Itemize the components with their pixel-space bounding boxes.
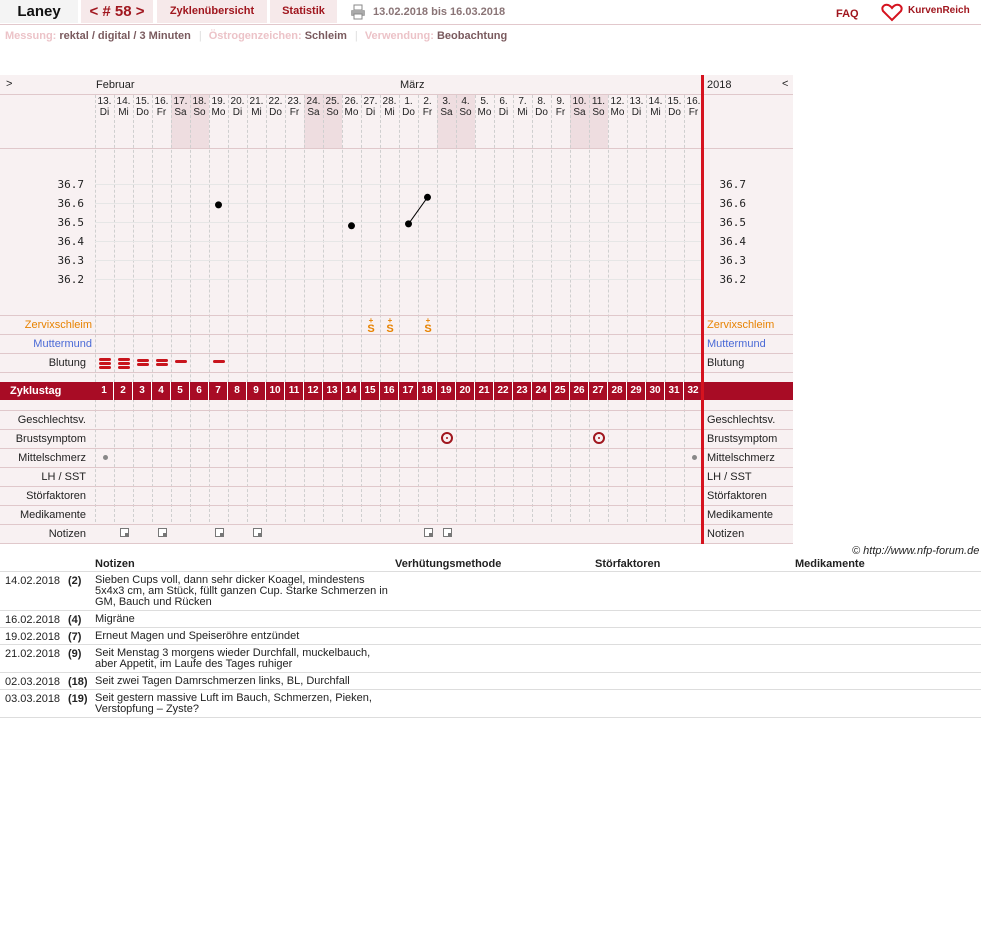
temperature-tick: 36.5 bbox=[57, 216, 84, 229]
cycle-day-band bbox=[0, 382, 793, 400]
copyright[interactable]: © http://www.nfp-forum.de bbox=[852, 545, 980, 557]
weekday: Di bbox=[365, 107, 376, 118]
row-label-mittel: Mittelschmerz bbox=[18, 452, 86, 464]
day-number: 22. bbox=[268, 96, 283, 107]
bleeding-mark bbox=[137, 359, 149, 362]
day-number: 28. bbox=[382, 96, 397, 107]
separator: | bbox=[354, 30, 358, 42]
cycle-day-number: 11 bbox=[285, 382, 304, 400]
notes-row bbox=[0, 690, 981, 718]
weekday: So bbox=[193, 107, 206, 118]
cycle-day-number: 2 bbox=[114, 382, 133, 400]
note-icon[interactable] bbox=[443, 528, 452, 537]
divider bbox=[0, 543, 793, 544]
weekday: Mo bbox=[211, 107, 226, 118]
day-number: 19. bbox=[211, 96, 226, 107]
measurement-info bbox=[5, 30, 511, 42]
weekday: Sa bbox=[573, 107, 586, 118]
note-text: Seit zwei Tagen Damrschmerzen links, BL, Durchfall bbox=[95, 675, 350, 687]
schleim-letter: S bbox=[367, 323, 375, 335]
weekday: Fr bbox=[555, 107, 566, 118]
note-text: Seit Menstag 3 morgens wieder Durchfall, muckelbauch, aber Appetit, im Laufe des Tages ruhiger bbox=[95, 647, 371, 670]
usage-value: Beobachtung bbox=[436, 30, 508, 42]
cycle-day-number: 30 bbox=[646, 382, 665, 400]
note-icon[interactable] bbox=[158, 528, 167, 537]
day-number: 6. bbox=[499, 96, 508, 107]
note-date: 03.03.2018 bbox=[5, 693, 61, 705]
cycle-day-number: 29 bbox=[627, 382, 646, 400]
row-label-stoer-right: Störfaktoren bbox=[707, 490, 767, 502]
row-label-medi-right: Medikamente bbox=[707, 509, 774, 521]
weekday: Di bbox=[631, 107, 642, 118]
cycle-day-number: 4 bbox=[152, 382, 171, 400]
weekday: Fr bbox=[156, 107, 167, 118]
day-number: 16. bbox=[154, 96, 169, 107]
cycle-day-number: 25 bbox=[551, 382, 570, 400]
cycle-day-number: 23 bbox=[513, 382, 532, 400]
schleim-s-icon bbox=[367, 317, 376, 334]
row-label-notizen: Notizen bbox=[48, 528, 86, 540]
breast-symptom-dot bbox=[446, 437, 448, 439]
estrogen-label: Östrogenzeichen: bbox=[208, 30, 302, 42]
divider bbox=[0, 505, 793, 506]
cycle-day-number: 26 bbox=[570, 382, 589, 400]
note-cycle-day: (2) bbox=[68, 575, 82, 587]
note-date: 02.03.2018 bbox=[5, 676, 61, 688]
cycle-day-number: 24 bbox=[532, 382, 551, 400]
row-label-blutung: Blutung bbox=[48, 357, 86, 369]
note-text: Erneut Magen und Speiseröhre entzündet bbox=[95, 630, 300, 642]
faq-link[interactable]: FAQ bbox=[836, 8, 859, 20]
mittelschmerz-dot bbox=[103, 455, 108, 460]
row-label-stoer: Störfaktoren bbox=[26, 490, 86, 502]
printer-icon[interactable] bbox=[350, 4, 366, 20]
bleeding-mark bbox=[99, 358, 111, 361]
cycle-day-number: 7 bbox=[209, 382, 228, 400]
weekday: Sa bbox=[174, 107, 187, 118]
temperature-tick: 36.2 bbox=[57, 273, 84, 286]
weekday: Mo bbox=[477, 107, 492, 118]
bleeding-mark bbox=[118, 362, 130, 365]
row-label-notizen-right: Notizen bbox=[707, 528, 745, 540]
weekday: Mi bbox=[118, 107, 129, 118]
breast-symptom-dot bbox=[598, 437, 600, 439]
day-number: 9. bbox=[556, 96, 565, 107]
cycle-day-number: 18 bbox=[418, 382, 437, 400]
day-number: 15. bbox=[135, 96, 150, 107]
schleim-plus: + bbox=[425, 316, 431, 325]
schleim-s-icon bbox=[424, 317, 433, 334]
cycle-day-number: 9 bbox=[247, 382, 266, 400]
day-number: 8. bbox=[537, 96, 546, 107]
temperature-point[interactable] bbox=[215, 201, 222, 208]
weekday: Do bbox=[535, 107, 548, 118]
cycle-day-number: 16 bbox=[380, 382, 399, 400]
note-cycle-day: (4) bbox=[68, 614, 82, 626]
day-number: 1. bbox=[404, 96, 413, 107]
weekday: So bbox=[459, 107, 472, 118]
row-label-zervix: Zervixschleim bbox=[24, 319, 92, 331]
temperature-point[interactable] bbox=[348, 222, 355, 229]
row-label-medi: Medikamente bbox=[19, 509, 86, 521]
temperature-tick: 36.7 bbox=[719, 178, 746, 191]
weekday: Mi bbox=[650, 107, 661, 118]
bleeding-mark bbox=[118, 366, 130, 369]
note-cycle-day: (9) bbox=[68, 648, 82, 660]
day-number: 3. bbox=[442, 96, 451, 107]
cycle-day-number: 14 bbox=[342, 382, 361, 400]
note-icon[interactable] bbox=[253, 528, 262, 537]
weekday: Mi bbox=[384, 107, 395, 118]
year-label: 2018 bbox=[707, 79, 732, 91]
day-number: 2. bbox=[423, 96, 432, 107]
usage-label: Verwendung: bbox=[364, 30, 434, 42]
notes-row bbox=[0, 611, 981, 628]
nav-prev-arrow[interactable]: < bbox=[782, 78, 789, 90]
divider bbox=[0, 524, 793, 525]
day-number: 14. bbox=[648, 96, 663, 107]
divider bbox=[0, 410, 793, 411]
weekday: Fr bbox=[688, 107, 699, 118]
row-label-brust-right: Brustsymptom bbox=[707, 433, 778, 445]
brand-name: KurvenReich bbox=[908, 5, 970, 16]
weekday: Do bbox=[136, 107, 149, 118]
header-contraception: Verhütungsmethode bbox=[395, 558, 502, 570]
note-date: 14.02.2018 bbox=[5, 575, 61, 587]
divider bbox=[0, 429, 793, 430]
row-label-brust: Brustsymptom bbox=[15, 433, 86, 445]
day-number: 15. bbox=[667, 96, 682, 107]
row-label-zervix-right: Zervixschleim bbox=[707, 319, 775, 331]
cycle-day-number: 27 bbox=[589, 382, 608, 400]
cycle-day-number: 21 bbox=[475, 382, 494, 400]
note-cycle-day: (19) bbox=[68, 693, 88, 705]
cycle-day-number: 31 bbox=[665, 382, 684, 400]
note-cycle-day: (18) bbox=[68, 676, 88, 688]
measure-value: rektal / digital / 3 Minuten bbox=[59, 30, 191, 42]
day-number: 4. bbox=[461, 96, 470, 107]
divider bbox=[0, 467, 793, 468]
temperature-tick: 36.7 bbox=[57, 178, 84, 191]
note-icon[interactable] bbox=[120, 528, 129, 537]
notes-row bbox=[0, 673, 981, 690]
temperature-line-segment bbox=[409, 197, 428, 224]
weekday: Di bbox=[232, 107, 243, 118]
nav-next-arrow[interactable]: > bbox=[6, 78, 13, 90]
temperature-tick: 36.2 bbox=[719, 273, 746, 286]
estrogen-value: Schleim bbox=[304, 30, 347, 42]
day-number: 18. bbox=[192, 96, 207, 107]
weekday: Mo bbox=[610, 107, 625, 118]
temperature-tick: 36.3 bbox=[57, 254, 84, 267]
row-label-geschlecht-right: Geschlechtsv. bbox=[707, 414, 776, 426]
day-number: 25. bbox=[325, 96, 340, 107]
weekday: Do bbox=[402, 107, 415, 118]
note-date: 21.02.2018 bbox=[5, 648, 61, 660]
weekday: Mo bbox=[344, 107, 359, 118]
bleeding-mark bbox=[118, 358, 130, 361]
row-label-lh: LH / SST bbox=[41, 471, 86, 483]
divider bbox=[0, 486, 793, 487]
weekday: Sa bbox=[440, 107, 453, 118]
day-number: 7. bbox=[518, 96, 527, 107]
temperature-curve bbox=[0, 75, 793, 375]
bleeding-mark bbox=[156, 363, 168, 366]
cycle-day-number: 12 bbox=[304, 382, 323, 400]
note-text: Migräne bbox=[95, 613, 135, 625]
cycle-day-number: 20 bbox=[456, 382, 475, 400]
temperature-point[interactable] bbox=[424, 194, 431, 201]
breast-symptom-icon bbox=[441, 432, 453, 444]
notes-row bbox=[0, 572, 981, 611]
weekday: Mi bbox=[251, 107, 262, 118]
day-number: 14. bbox=[116, 96, 131, 107]
tab-statistics[interactable]: Statistik bbox=[270, 0, 337, 23]
cycle-day-number: 32 bbox=[684, 382, 703, 400]
schleim-letter: S bbox=[386, 323, 394, 335]
notes-row bbox=[0, 628, 981, 645]
schleim-plus: + bbox=[368, 316, 374, 325]
separator: | bbox=[198, 30, 202, 42]
weekday: Di bbox=[99, 107, 110, 118]
day-number: 10. bbox=[572, 96, 587, 107]
temperature-tick: 36.4 bbox=[57, 235, 84, 248]
note-cycle-day: (7) bbox=[68, 631, 82, 643]
month-march: März bbox=[400, 79, 425, 91]
row-label-zyklustag: Zyklustag bbox=[10, 385, 62, 397]
measure-label: Messung: bbox=[5, 30, 57, 42]
weekday: Sa bbox=[307, 107, 320, 118]
cycle-day-number: 8 bbox=[228, 382, 247, 400]
day-number: 23. bbox=[287, 96, 302, 107]
day-number: 13. bbox=[629, 96, 644, 107]
weekday: Di bbox=[498, 107, 509, 118]
weekday: Fr bbox=[289, 107, 300, 118]
temperature-tick: 36.4 bbox=[719, 235, 746, 248]
cycle-day-number: 28 bbox=[608, 382, 627, 400]
temperature-point[interactable] bbox=[405, 220, 412, 227]
day-number: 27. bbox=[363, 96, 378, 107]
weekday: Do bbox=[668, 107, 681, 118]
today-line bbox=[701, 75, 704, 544]
bleeding-mark bbox=[99, 362, 111, 365]
tab-cycle-overview[interactable]: Zyklenübersicht bbox=[157, 0, 267, 23]
day-number: 17. bbox=[173, 96, 188, 107]
bleeding-mark bbox=[213, 360, 225, 363]
row-label-mittel-right: Mittelschmerz bbox=[707, 452, 775, 464]
note-date: 16.02.2018 bbox=[5, 614, 61, 626]
bleeding-mark bbox=[156, 359, 168, 362]
cycle-day-number: 15 bbox=[361, 382, 380, 400]
day-number: 24. bbox=[306, 96, 321, 107]
row-label-lh-right: LH / SST bbox=[707, 471, 752, 483]
cycle-navigator[interactable]: < # 58 > bbox=[81, 0, 153, 23]
divider bbox=[0, 448, 793, 449]
header-notes: Notizen bbox=[95, 558, 135, 570]
header-medications: Medikamente bbox=[795, 558, 865, 570]
weekday: So bbox=[326, 107, 339, 118]
brand-logo[interactable] bbox=[880, 2, 980, 22]
month-february: Februar bbox=[96, 79, 135, 91]
cycle-chart bbox=[0, 75, 793, 544]
temperature-tick: 36.5 bbox=[719, 216, 746, 229]
schleim-plus: + bbox=[387, 316, 393, 325]
bleeding-mark bbox=[175, 360, 187, 363]
day-number: 12. bbox=[610, 96, 625, 107]
note-text: Seit gestern massive Luft im Bauch, Schmerzen, Pieken, Verstopfung – Zyste? bbox=[95, 692, 372, 715]
cycle-day-number: 22 bbox=[494, 382, 513, 400]
day-number: 21. bbox=[249, 96, 264, 107]
cycle-day-number: 6 bbox=[190, 382, 209, 400]
cycle-day-number: 19 bbox=[437, 382, 456, 400]
schleim-letter: S bbox=[424, 323, 432, 335]
day-number: 5. bbox=[480, 96, 489, 107]
note-text: Sieben Cups voll, dann sehr dicker Koagel, mindestens 5x4x3 cm, am Stück, füllt ganzen Cup. Starke Schmerzen in GM, Bauch und Rücken bbox=[95, 574, 388, 608]
row-label-blutung-right: Blutung bbox=[707, 357, 745, 369]
note-icon[interactable] bbox=[424, 528, 433, 537]
row-label-muttermund: Muttermund bbox=[33, 338, 92, 350]
weekday: Fr bbox=[422, 107, 433, 118]
day-number: 16. bbox=[686, 96, 701, 107]
temperature-tick: 36.6 bbox=[719, 197, 746, 210]
cycle-day-number: 13 bbox=[323, 382, 342, 400]
top-bar bbox=[0, 0, 981, 25]
note-icon[interactable] bbox=[215, 528, 224, 537]
weekday: So bbox=[592, 107, 605, 118]
cycle-day-number: 17 bbox=[399, 382, 418, 400]
note-date: 19.02.2018 bbox=[5, 631, 61, 643]
day-number: 20. bbox=[230, 96, 245, 107]
bleeding-mark bbox=[137, 363, 149, 366]
day-number: 26. bbox=[344, 96, 359, 107]
heart-logo-icon bbox=[880, 2, 904, 22]
date-range: 13.02.2018 bis 16.03.2018 bbox=[373, 6, 506, 18]
day-number: 11. bbox=[591, 96, 606, 107]
weekday: Do bbox=[269, 107, 282, 118]
day-number: 13. bbox=[97, 96, 112, 107]
bleeding-mark bbox=[99, 366, 111, 369]
schleim-s-icon bbox=[386, 317, 395, 334]
mittelschmerz-dot bbox=[692, 455, 697, 460]
cycle-day-number: 1 bbox=[95, 382, 114, 400]
cycle-day-number: 5 bbox=[171, 382, 190, 400]
user-name: Laney bbox=[0, 0, 78, 23]
breast-symptom-icon bbox=[593, 432, 605, 444]
weekday: Mi bbox=[517, 107, 528, 118]
row-label-geschlecht: Geschlechtsv. bbox=[17, 414, 86, 426]
temperature-tick: 36.6 bbox=[57, 197, 84, 210]
cycle-day-number: 3 bbox=[133, 382, 152, 400]
row-label-muttermund-right: Muttermund bbox=[707, 338, 766, 350]
temperature-tick: 36.3 bbox=[719, 254, 746, 267]
cycle-day-number: 10 bbox=[266, 382, 285, 400]
header-disturbances: Störfaktoren bbox=[595, 558, 661, 570]
notes-row bbox=[0, 645, 981, 673]
